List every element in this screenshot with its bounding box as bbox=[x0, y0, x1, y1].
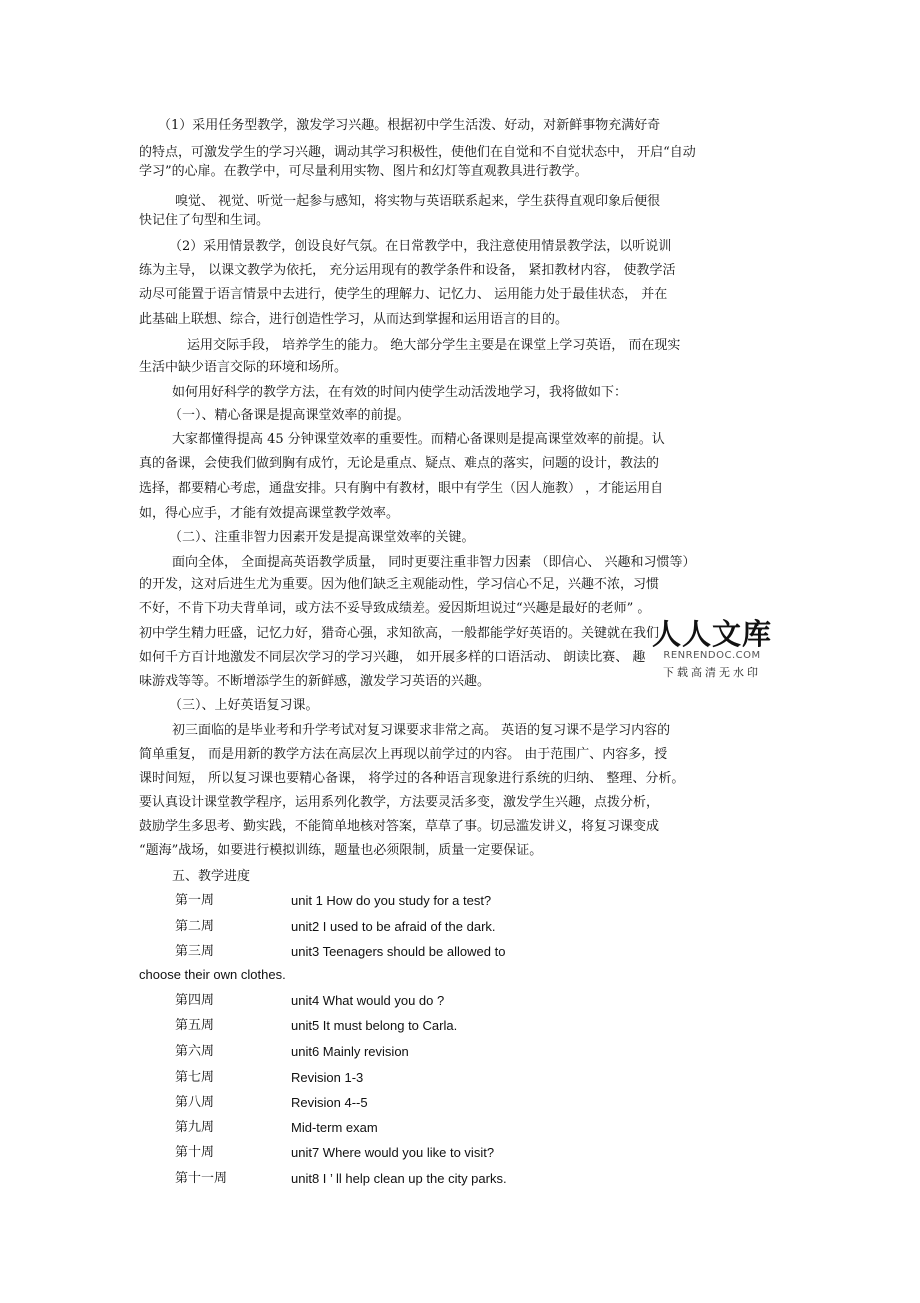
paragraph-line: 面向全体， 全面提高英语教学质量， 同时更要注重非智力因素 （即信心、 兴趣和习惯等） bbox=[172, 555, 696, 570]
schedule-unit: unit8 I ’ ll help clean up the city parks. bbox=[291, 1171, 507, 1186]
section-heading: （一）、精心备课是提高课堂效率的前提。 bbox=[169, 408, 410, 423]
paragraph-line: 动尽可能置于语言情景中去进行，使学生的理解力、记忆力、 运用能力处于最佳状态， 并在 bbox=[139, 287, 668, 302]
paragraph-line: 大家都懂得提高 45 分钟课堂效率的重要性。而精心备课则是提高课堂效率的前提。认 bbox=[172, 432, 665, 447]
schedule-unit: Mid-term exam bbox=[291, 1120, 378, 1135]
paragraph-line: 运用交际手段， 培养学生的能力。 绝大部分学生主要是在课堂上学习英语， 而在现实 bbox=[187, 338, 681, 353]
schedule-unit: unit 1 How do you study for a test? bbox=[291, 893, 492, 908]
paragraph-line: 味游戏等等。不断增添学生的新鲜感，激发学习英语的兴趣。 bbox=[139, 674, 491, 689]
paragraph-line: 的特点，可激发学生的学习兴趣，调动其学习积极性，使他们在自觉和不自觉状态中， 开启“自动 bbox=[139, 145, 696, 160]
paragraph-line: 选择，都要精心考虑，通盘安排。只有胸中有教材，眼中有学生（因人施教） ，才能运用自 bbox=[139, 481, 664, 496]
schedule-unit: Revision 4--5 bbox=[291, 1095, 368, 1110]
schedule-week: 第六周 bbox=[175, 1044, 215, 1059]
schedule-unit: unit7 Where would you like to visit? bbox=[291, 1145, 495, 1160]
schedule-unit: unit3 Teenagers should be allowed to bbox=[291, 944, 506, 959]
paragraph-line: 初三面临的是毕业考和升学考试对复习课要求非常之高。 英语的复习课不是学习内容的 bbox=[172, 723, 671, 738]
schedule-week: 第七周 bbox=[175, 1070, 215, 1085]
schedule-week: 第十周 bbox=[175, 1145, 215, 1160]
schedule-week: 第二周 bbox=[175, 919, 215, 934]
paragraph-line: 课时间短， 所以复习课也要精心备课， 将学过的各种语言现象进行系统的归纳、 整理、分析。 bbox=[139, 771, 685, 786]
schedule-week: 第九周 bbox=[175, 1120, 215, 1135]
schedule-week: 第五周 bbox=[175, 1018, 215, 1033]
paragraph-line: 不好，不肯下功夫背单词，或方法不妥导致成绩差。爱因斯坦说过“兴趣是最好的老师” 。 bbox=[139, 601, 651, 616]
paragraph-line: （2）采用情景教学，创设良好气氛。在日常教学中，我注意使用情景教学法，以听说训 bbox=[169, 239, 672, 254]
schedule-unit: unit5 It must belong to Carla. bbox=[291, 1018, 458, 1033]
paragraph-line: “题海”战场，如要进行模拟训练，题量也必须限制，质量一定要保证。 bbox=[139, 843, 543, 858]
paragraph-line: 如何千方百计地激发不同层次学习的学习兴趣， 如开展多样的口语活动、 朗读比赛、 趣 bbox=[139, 650, 646, 665]
paragraph-line: 生活中缺少语言交际的环境和场所。 bbox=[139, 360, 348, 375]
schedule-week: 第八周 bbox=[175, 1095, 215, 1110]
watermark-title: 人人文库 bbox=[651, 617, 772, 651]
schedule-week: 第三周 bbox=[175, 944, 215, 959]
schedule-unit: unit4 What would you do ? bbox=[291, 993, 445, 1008]
paragraph-line: 此基础上联想、综合，进行创造性学习，从而达到掌握和运用语言的目的。 bbox=[139, 312, 569, 327]
paragraph-line: 如，得心应手，才能有效提高课堂教学效率。 bbox=[139, 506, 400, 521]
paragraph-line: 初中学生精力旺盛，记忆力好，猎奇心强，求知欲高，一般都能学好英语的。关键就在我们 bbox=[139, 626, 660, 641]
schedule-unit-continued: choose their own clothes. bbox=[139, 967, 286, 982]
paragraph-line: 快记住了句型和生词。 bbox=[139, 213, 270, 228]
paragraph-line: 简单重复， 而是用新的教学方法在高层次上再现以前学过的内容。 由于范围广、内容多，授 bbox=[139, 747, 668, 762]
watermark-tagline: 下载高清无水印 bbox=[663, 666, 761, 679]
watermark-subtitle: RENRENDOC.COM bbox=[663, 650, 761, 661]
paragraph-line: 真的备课，会使我们做到胸有成竹，无论是重点、疑点、难点的落实，问题的设计，教法的 bbox=[139, 456, 660, 471]
paragraph-line: 嗅觉、 视觉、听觉一起参与感知，将实物与英语联系起来，学生获得直观印象后便很 bbox=[175, 194, 661, 209]
paragraph-line: 的开发，这对后进生尤为重要。因为他们缺乏主观能动性，学习信心不足，兴趣不浓，习惯 bbox=[139, 577, 660, 592]
schedule-week: 第十一周 bbox=[175, 1171, 228, 1186]
schedule-week: 第一周 bbox=[175, 893, 215, 908]
schedule-unit: Revision 1-3 bbox=[291, 1070, 364, 1085]
paragraph-line: 鼓励学生多思考、勤实践，不能简单地核对答案，草草了事。切忌滥发讲义，将复习课变成 bbox=[139, 819, 660, 834]
paragraph-line: 练为主导， 以课文教学为依托， 充分运用现有的教学条件和设备， 紧扣教材内容， 使教学活 bbox=[139, 263, 676, 278]
section-heading: （三）、上好英语复习课。 bbox=[169, 698, 319, 713]
paragraph-line: 要认真设计课堂教学程序，运用系列化教学，方法要灵活多变，激发学生兴趣，点拨分析， bbox=[139, 795, 660, 810]
paragraph-line: 如何用好科学的教学方法，在有效的时间内使学生动活泼地学习，我将做如下： bbox=[172, 385, 628, 400]
schedule-unit: unit6 Mainly revision bbox=[291, 1044, 409, 1059]
watermark-logo bbox=[647, 618, 777, 688]
schedule-week: 第四周 bbox=[175, 993, 215, 1008]
section-heading: 五、教学进度 bbox=[172, 869, 251, 884]
schedule-unit: unit2 I used to be afraid of the dark. bbox=[291, 919, 496, 934]
section-heading: （二）、注重非智力因素开发是提高课堂效率的关键。 bbox=[169, 530, 475, 545]
paragraph-line: 学习”的心扉。在教学中，可尽量利用实物、图片和幻灯等直观教具进行教学。 bbox=[139, 164, 588, 179]
paragraph-line: （1）采用任务型教学，激发学习兴趣。根据初中学生活泼、好动，对新鲜事物充满好奇 bbox=[158, 118, 661, 133]
